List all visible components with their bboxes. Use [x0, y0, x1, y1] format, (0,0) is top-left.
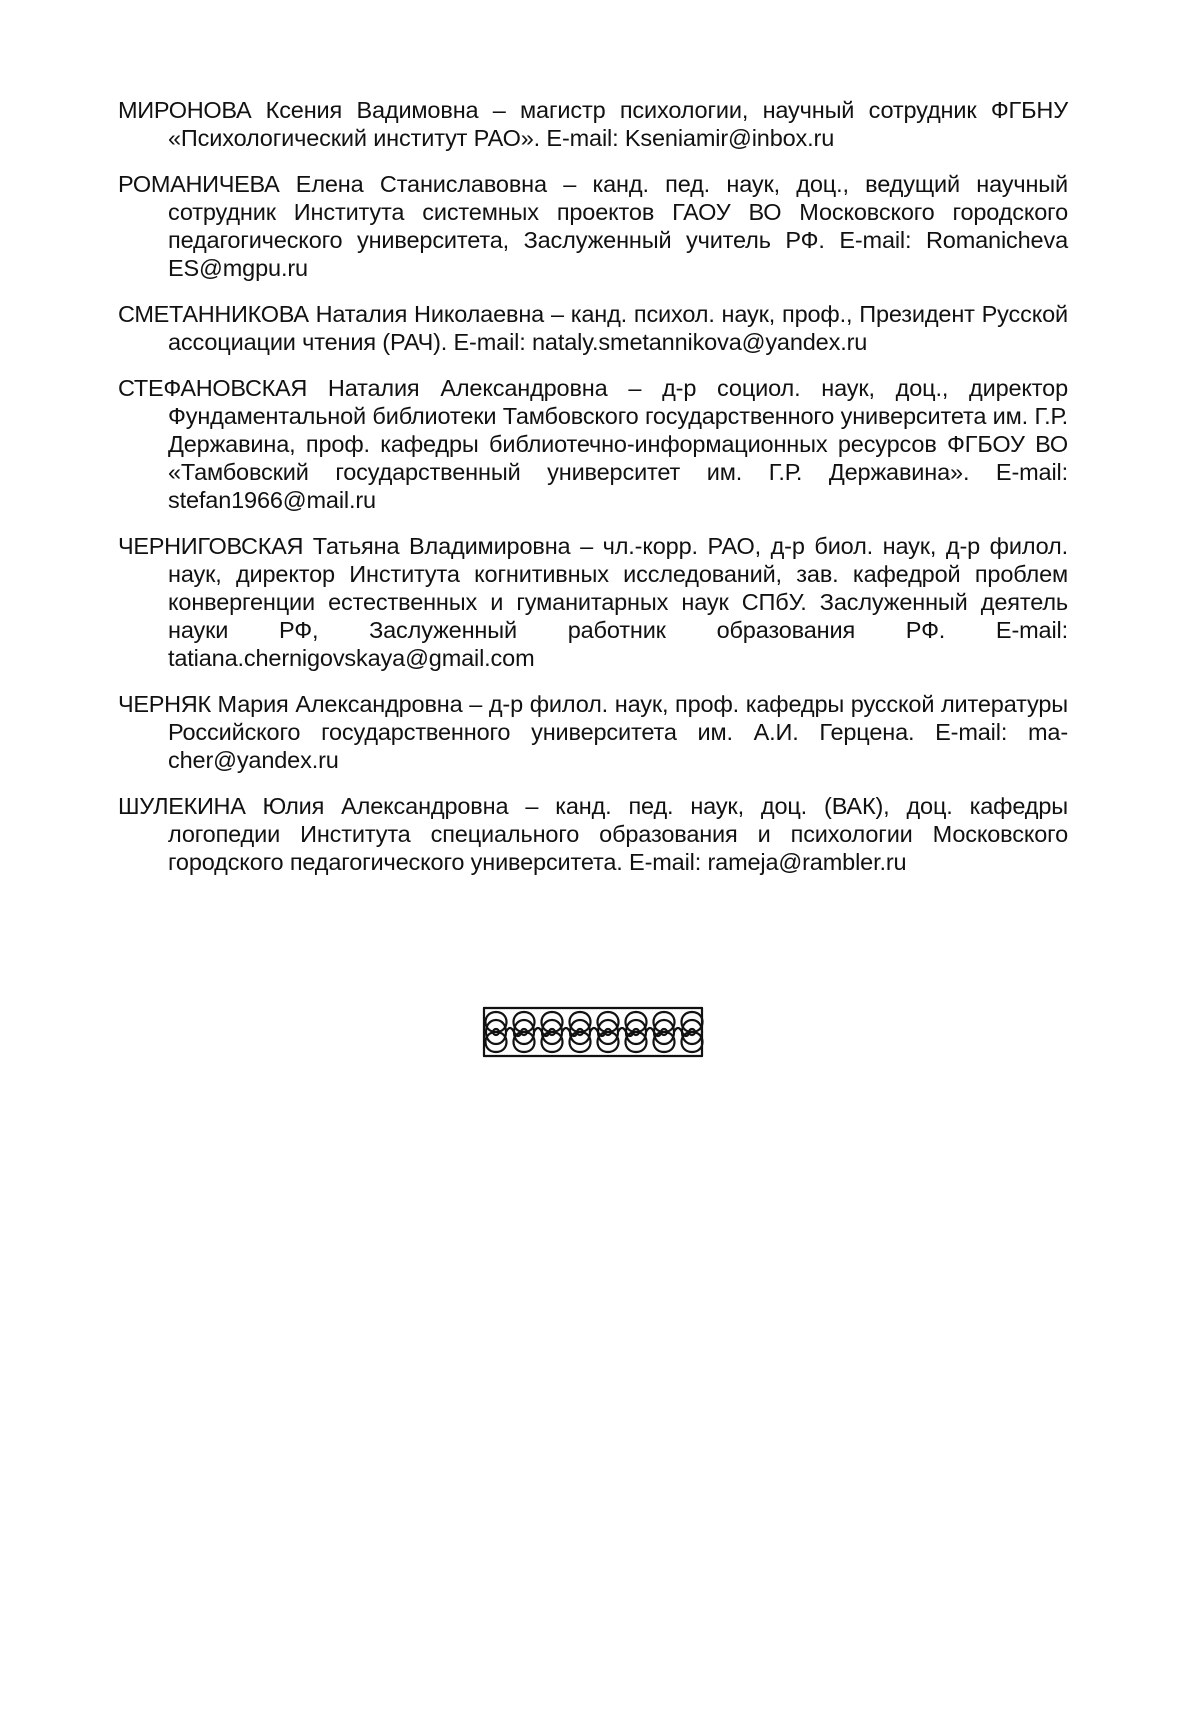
author-entry: [118, 532, 1068, 672]
author-entry: [118, 96, 1068, 152]
author-details: Юлия Александровна – канд. пед. наук, доц. (ВАК), доц. кафедры логопедии Института специального образования и психологии Московского городского педагогического университета. E-mail: rameja@rambler.ru: [168, 793, 1068, 875]
author-name: СТЕФАНОВСКАЯ: [118, 375, 308, 401]
author-name: ЧЕРНЯК: [118, 691, 211, 717]
author-list: [118, 96, 1068, 894]
author-entry: [118, 690, 1068, 774]
author-name: ЧЕРНИГОВСКАЯ: [118, 533, 304, 559]
author-entry: [118, 170, 1068, 282]
author-name: МИРОНОВА: [118, 97, 252, 123]
author-entry: [118, 300, 1068, 356]
author-name: РОМАНИЧЕВА: [118, 171, 280, 197]
author-details: Наталия Николаевна – канд. психол. наук, проф., Президент Русской ассоциации чтения (РАЧ). E-mail: nataly.smetannikova@yandex.ru: [168, 301, 1068, 355]
author-entry: [118, 792, 1068, 876]
author-name: ШУЛЕКИНА: [118, 793, 246, 819]
author-details: Мария Александровна – д-р филол. наук, проф. кафедры русской литературы Российского государственного университета им. А.И. Герцена. E-mail: ma-cher@yandex.ru: [168, 691, 1068, 773]
author-name: СМЕТАННИКОВА: [118, 301, 309, 327]
author-details: Ксения Вадимовна – магистр психологии, научный сотрудник ФГБНУ «Психологический институт РАО». E-mail: Kseniamir@inbox.ru: [168, 97, 1068, 151]
author-details: Елена Станиславовна – канд. пед. наук, доц., ведущий научный сотрудник Института системных проектов ГАОУ ВО Московского городского педагогического университета, Заслуженный учитель РФ. E-mail: Romanicheva ES@mgpu.ru: [168, 171, 1068, 281]
ornamental-vignette-icon: [480, 1002, 706, 1062]
author-entry: [118, 374, 1068, 514]
author-details: Наталия Александровна – д-р социол. наук, доц., директор Фундаментальной библиотеки Тамбовского государственного университета им. Г.Р. Державина, проф. кафедры библиотечно-информационных ресурсов ФГБОУ ВО «Тамбовский государственный университет им. Г.Р. Державина». E-mail: stefan1966@mail.ru: [168, 375, 1068, 513]
author-details: Татьяна Владимировна – чл.-корр. РАО, д-р биол. наук, д-р филол. наук, директор Института когнитивных исследований, зав. кафедрой проблем конвергенции естественных и гуманитарных наук СПбУ. Заслуженный деятель науки РФ, Заслуженный работник образования РФ. E-mail: tatiana.chernigovskaya@gmail.com: [168, 533, 1068, 671]
